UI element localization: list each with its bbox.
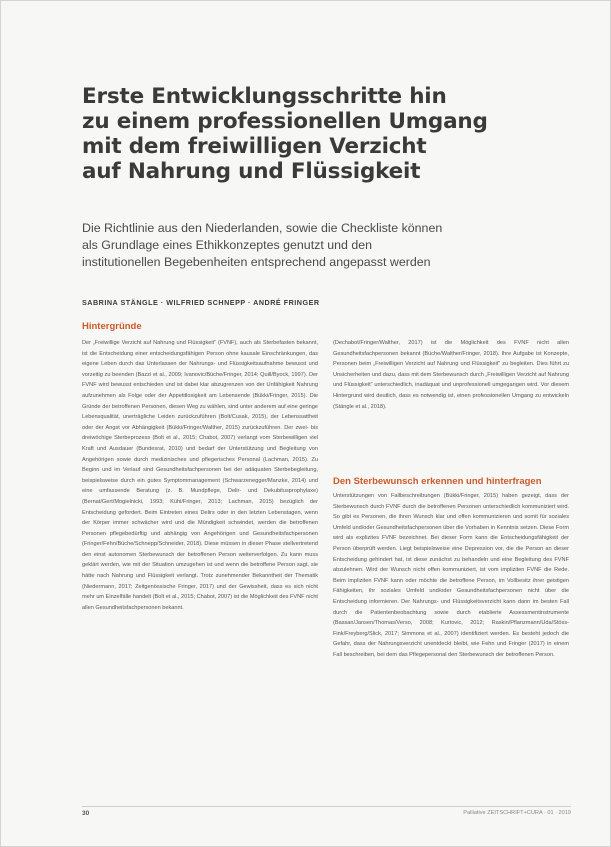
title-line: mit dem freiwilligen Verzicht [82, 134, 427, 159]
body-column-left [82, 338, 318, 802]
body-paragraph: (Dechabot/Fringer/Walther, 2017) ist die Möglichkeit des FVNF nicht allen Gesundheitsfachpersonen bekannt (Büche/Walther/Fringer, 2018). Ihre Aufgabe ist Konzepte, Personen beim „Freiwilligen Verzicht auf Nahrung und Flüssigkeit“ zu begleiten. Dies führt zu Unsicherheiten und dazu, dass mit dem Sterbewunsch durch „Freiwilligen Verzicht auf Nahrung und Flüssigkeit“ unterschiedlich, inadäquat und unprofessionell umgegangen wird. Vor diesem Hintergrund wird deutlich, dass es notwendig ist, einen professionellen Umgang zu entwickeln (Stängle et al., 2018). [333, 340, 569, 410]
title-line: Erste Entwicklungsschritte hin [82, 84, 447, 109]
body-paragraph: Der „Freiwillige Verzicht auf Nahrung und Flüssigkeit“ (FVNF), auch als Sterbefasten bekannt, ist die Entscheidung einer entscheidungsfähigen Person ohne kausale Einschränkungen, das eigene Leben durch das Unterlassen der Nahrungs- und Flüssigkeitsaufnahme bewusst und vorzeitig zu beenden (Bazzi et al., 2009; Ivanovic/Büche/Fringer, 2014; Quill/Byock, 1997). Der FVNF wird bewusst entschieden und ist dabei klar abzugrenzen von der Unfähigkeit Nahrung aufzunehmen als Folge oder der Appetitlosigkeit am Lebensende (Bükki/Fringer, 2015). Die Gründe der betroffenen Personen, diesen Weg zu wählen, sind unter anderem auf eine geringe Lebensqualität, unerträgliche Leiden zurückzuführen (Bolt/Cusak, 2015), der Lebenssattheit oder der Angst vor Abhängigkeit (Bükki/Fringer/Walther, 2015) zurückzuführen. Der zwei- bis dreiwöchige Sterbeprozess (Bolt et al., 2015; Chabot, 2007) verlangt vom Sterbewilligen viel Kraft und Ausdauer (Bundesrat, 2010) und bedarf der Unterstützung und Begleitung von Angehörigen sowie durch medizinisches und pflegerisches Personal (Lachman, 2015). Zu Beginn und im Verlauf sind Gesundheitsfachpersonen bei der adäquaten Sterbebegleitung, beispielsweise durch ein gutes Symptommanagement (Schwarzenegger/Manzke, 2014) und eine umfassende Beratung (z. B. Mundpflege, Delir- und Dekubitusprophylaxe) (Bernat/Gert/Mogielnicki, 1993; Kühl/Fringer, 2013; Lachman, 2015) bezüglich der Entscheidung gefordert. Beim Eintreten eines Delirs oder in den letzten Lebenstagen, wenn der Körper immer schwächer wird und die Mündigkeit schwindet, werden die betroffenen Personen pflegebedürftig und abhängig von Angehörigen und Gesundheitsfachpersonen (Fringer/Fehn/Büche/Schnepp/Schneider, 2018). Diese müssen in dieser Phase stellvertretend den einst autonomen Sterbewunsch der betroffenen Person weiterverfolgen. Zu kann muss geklärt werden, wie mit der Situation umzugehen ist und wenn die betroffene Person sagt, sie hätte nach Nahrung und Flüssigkeit verlangt. Trotz zunehmender Bekanntheit der Thematik (Niedermann, 2017; Zeitgenössische Fringer, 2017) und der Gewissheit, dass es sich nicht mehr um Einzelfälle handelt (Bolt et al., 2015; Chabot, 2007) ist die Möglichkeit des FVNF nicht allen Gesundheitsfachpersonen bekannt. [82, 340, 318, 611]
body-paragraph: Unterstützungen von Fallbeschreibungen (Bükki/Fringer, 2015) haben gezeigt, dass der Sterbewunsch durch FVNF durch die betroffenen Personen unterschiedlich kommuniziert wird. So gibt es Personen, die ihren Wunsch klar und offen kommunizieren und somit für soziales Umfeld und/oder Gesundheitsfachpersonen über die Vorhaben in Kenntnis setzen. Diese Form wird als explizites FVNF bezeichnet. Bei dieser Form kann die Entscheidungsfähigkeit der Person überprüft werden. Liegt beispielsweise eine Depression vor, die die Person an dieser Entscheidung gehindert hat, ist diese zunächst zu behandeln und eine Begleitung des FVNF abzulehnen. Wird der Wunsch nicht offen kommuniziert, ist vom impliziten FVNF die Rede. Beim impliziten FVNF kann oder möchte die betroffene Person, im Vollbesitz ihrer geistigen Fähigkeiten, ihr soziales Umfeld und/oder Gesundheitsfachpersonen nicht über die Entscheidung informieren. Der Nahrungs- und Flüssigkeitsverzicht kann dann im besten Fall durch die Patientenbeobachtung sowie durch etablierte Assessmentinstrumente (Bassan/Jansen/Thomas/Verso, 2008; Kurtovic, 2012; Raskin/Pflanzmann/Uda/Stöss-Fink/Freyberg/Slick, 2017; Simmons et al., 2007) identifiziert werden. Es besteht jedoch die Gefahr, dass der Nahrungsverzicht unentdeckt bleibt, wie Fehn und Fringer (2017) in einem Fall beschreiben, bei dem das Pflegepersonal den Sterbewunsch der betroffenen Person. [333, 493, 569, 658]
title-line: auf Nahrung und Flüssigkeit [82, 159, 421, 184]
subtitle-line: institutionellen Begebenheiten entsprechend angepasst werden [82, 255, 431, 269]
section-heading-sterbewunsch: Den Sterbewunsch erkennen und hinterfragen [333, 476, 542, 487]
title-line: zu einem professionellen Umgang [82, 109, 488, 134]
section-heading-hintergruende: Hintergründe [82, 321, 142, 332]
article-title [82, 84, 542, 184]
page-number: 30 [82, 810, 90, 817]
journal-name: Palliative ZEITSCHRIFT+CURA · 01 · 2019 [463, 810, 571, 816]
subtitle-line: Die Richtlinie aus den Niederlanden, sowie die Checkliste können [82, 221, 443, 235]
subtitle-line: als Grundlage eines Ethikkonzeptes genutzt und den [82, 238, 373, 252]
author-line: SABRINA STÄNGLE · WILFRIED SCHNEPP · ANDRÉ FRINGER [82, 298, 320, 307]
body-column-right-bottom [333, 491, 569, 802]
footer-divider [82, 806, 571, 807]
body-column-right-top [333, 338, 569, 460]
article-subtitle [82, 220, 552, 271]
